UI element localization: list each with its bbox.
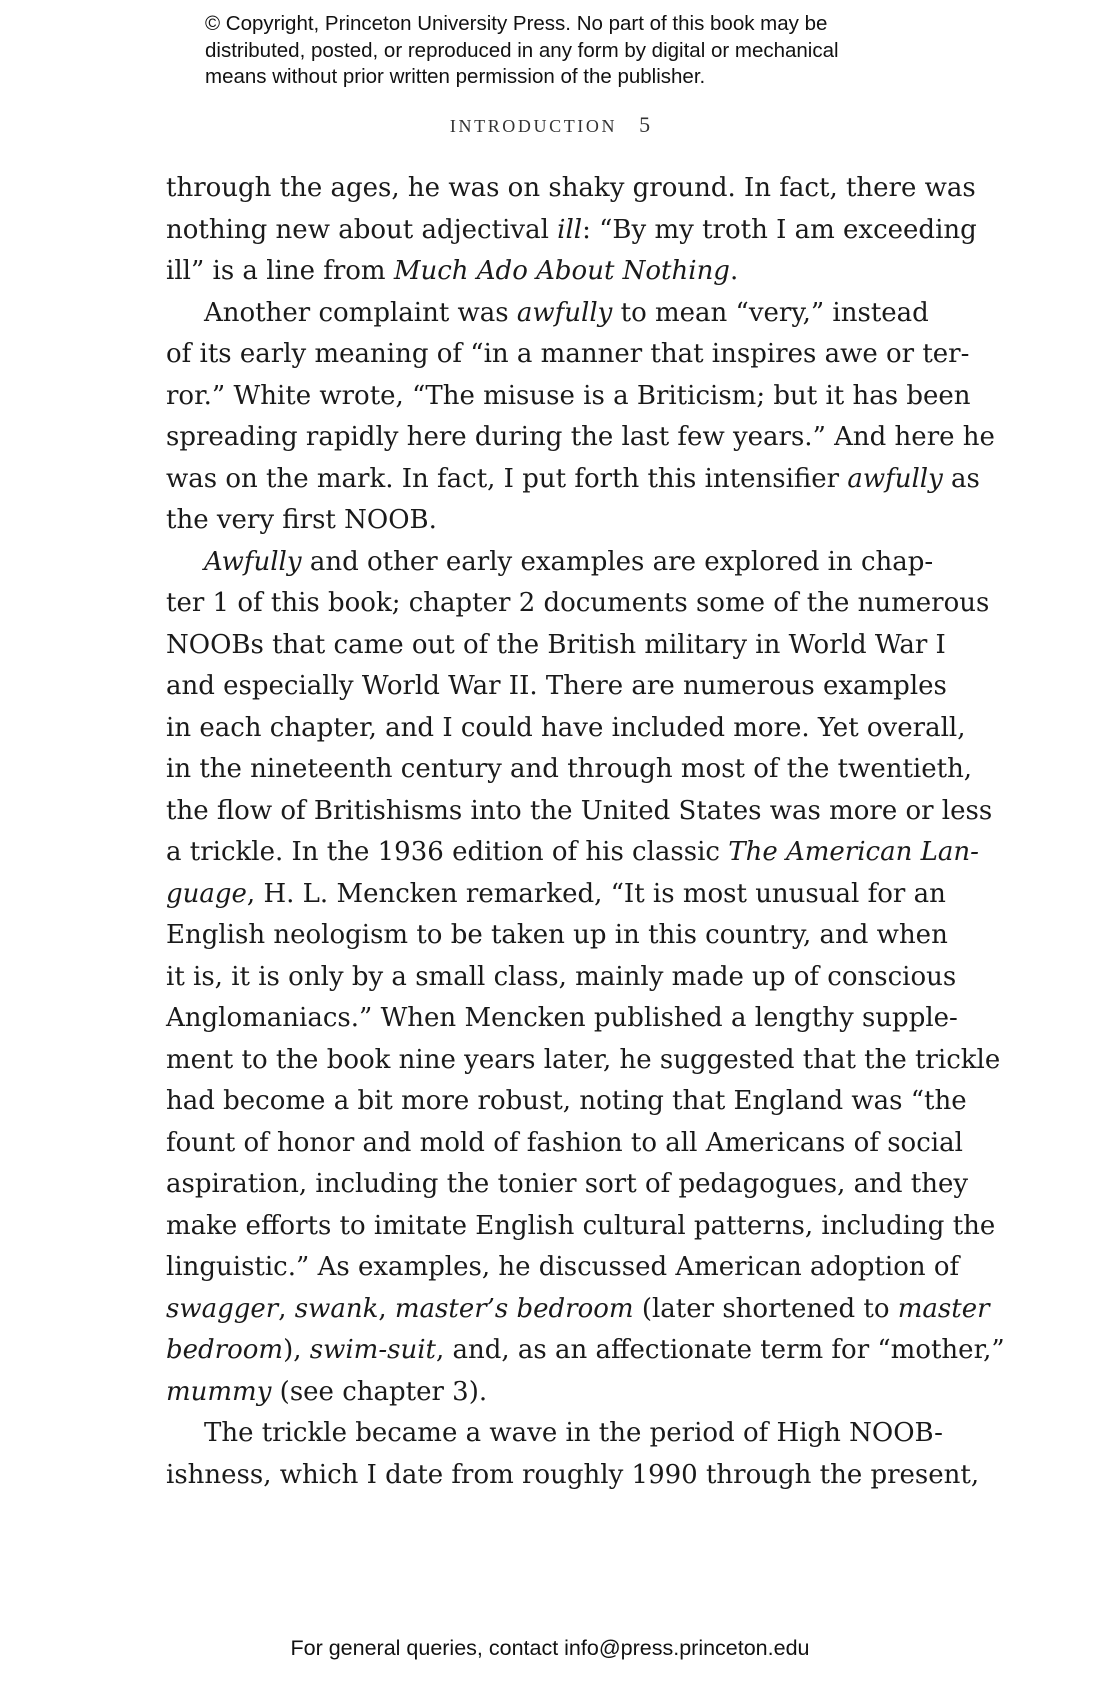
text-segment: (later shortened to <box>633 1293 898 1324</box>
italic-text: swank <box>294 1293 379 1324</box>
text-segment: of its early meaning of “in a manner that inspires awe or ter- <box>166 339 970 369</box>
text-segment: was on the mark. In fact, I put forth this intensifier <box>166 463 848 494</box>
text-segment: to mean “very,” instead <box>612 297 929 328</box>
text-line <box>166 708 966 750</box>
italic-text: swagger <box>166 1293 279 1324</box>
text-segment: fount of honor and mold of fashion to all Americans of social <box>166 1127 963 1158</box>
italic-text: master <box>897 1293 990 1324</box>
text-line <box>166 1206 996 1248</box>
text-line <box>166 293 929 335</box>
text-segment: in each chapter, and I could have included more. Yet overall, <box>166 712 966 743</box>
text-line <box>166 998 958 1040</box>
text-segment: in the nineteenth century and through most of the twentieth, <box>166 754 973 784</box>
text-line <box>166 1123 963 1165</box>
text-segment: through the ages, he was on shaky ground. In fact, there was <box>166 173 976 203</box>
text-segment: ), <box>283 1335 310 1365</box>
text-segment: , <box>278 1293 295 1324</box>
text-segment: spreading rapidly here during the last few years.” And here he <box>166 422 995 452</box>
text-line <box>166 1330 1005 1372</box>
text-segment: : “By my troth I am exceeding <box>582 214 977 245</box>
italic-text: awfully <box>847 463 943 494</box>
running-head <box>0 112 1100 138</box>
text-segment: (see chapter 3). <box>271 1376 488 1407</box>
copyright-line: © Copyright, Princeton University Press. No part of this book may be <box>205 12 828 35</box>
text-segment: as <box>942 463 980 494</box>
text-segment: the very first NOOB. <box>166 505 437 535</box>
text-line <box>166 1040 1001 1082</box>
text-segment: . <box>729 256 739 286</box>
italic-text: guage <box>166 878 247 909</box>
text-line <box>166 1164 969 1206</box>
text-segment: ishness, which I date from roughly 1990 through the present, <box>166 1459 980 1490</box>
text-line <box>166 251 926 293</box>
section-title: INTRODUCTION <box>449 116 618 136</box>
text-segment: ill” is a line from <box>166 256 394 286</box>
body-text <box>166 168 1005 1496</box>
text-segment: had become a bit more robust, noting that England was “the <box>166 1086 967 1116</box>
text-segment: Anglomaniacs.” When Mencken published a lengthy supple- <box>166 1003 958 1033</box>
italic-text: ill <box>557 214 583 245</box>
text-segment: nothing new about adjectival <box>166 214 558 245</box>
italic-text: awfully <box>516 297 613 328</box>
text-segment: Another complaint was <box>204 297 517 328</box>
text-line <box>166 168 976 210</box>
text-line <box>166 791 993 833</box>
text-line <box>166 957 957 999</box>
text-segment: and other early examples are explored in chap- <box>301 546 934 577</box>
italic-text: mummy <box>166 1376 272 1407</box>
copyright-notice <box>205 11 945 91</box>
italic-text: swim-suit <box>309 1335 436 1365</box>
text-line <box>166 625 946 667</box>
text-line <box>166 749 973 791</box>
italic-text: Awfully <box>204 546 302 577</box>
text-line <box>166 583 990 625</box>
text-line <box>166 1081 967 1123</box>
text-segment: and especially World War II. There are numerous examples <box>166 671 947 701</box>
text-segment: The trickle became a wave in the period of High NOOB- <box>204 1418 943 1448</box>
text-segment: NOOBs that came out of the British military in World War I <box>166 629 946 660</box>
text-line <box>166 1289 990 1331</box>
text-line <box>166 1247 960 1289</box>
text-segment: ment to the book nine years later, he suggested that the trickle <box>166 1044 1001 1075</box>
italic-text: bedroom <box>166 1335 284 1365</box>
text-segment: linguistic.” As examples, he discussed American adoption of <box>166 1252 960 1282</box>
italic-text: Much Ado About Nothing <box>393 256 730 286</box>
text-line <box>166 542 934 584</box>
text-line <box>166 1455 980 1497</box>
italic-text: master’s bedroom <box>394 1293 634 1324</box>
text-line <box>166 376 971 418</box>
footer-contact: For general queries, contact info@press.princeton.edu <box>290 1636 810 1660</box>
text-line <box>166 1413 943 1455</box>
text-segment: , and, as an affectionate term for “mother,” <box>435 1335 1005 1365</box>
text-line <box>166 210 977 252</box>
text-line <box>166 666 947 708</box>
page-number: 5 <box>639 112 651 137</box>
text-line <box>166 334 970 376</box>
text-line <box>166 915 948 957</box>
text-segment: a trickle. In the 1936 edition of his classic <box>166 837 729 867</box>
italic-text: The American Lan- <box>728 837 979 867</box>
text-segment: the flow of Britishisms into the United States was more or less <box>166 795 993 826</box>
text-segment: , H. L. Mencken remarked, “It is most unusual for an <box>246 878 946 909</box>
text-segment: aspiration, including the tonier sort of pedagogues, and they <box>166 1169 969 1199</box>
text-segment: ter 1 of this book; chapter 2 documents some of the numerous <box>166 588 990 618</box>
text-segment: make efforts to imitate English cultural patterns, including the <box>166 1210 996 1241</box>
text-line <box>166 1372 926 1414</box>
text-segment: ror.” White wrote, “The misuse is a Briticism; but it has been <box>166 380 971 411</box>
text-line <box>166 459 980 501</box>
text-segment: English neologism to be taken up in this country, and when <box>166 920 948 950</box>
copyright-line: means without prior written permission of the publisher. <box>205 65 706 88</box>
text-segment: , <box>378 1293 395 1324</box>
text-line <box>166 417 995 459</box>
text-line <box>166 500 926 542</box>
text-line <box>166 832 979 874</box>
text-segment: it is, it is only by a small class, mainly made up of conscious <box>166 961 957 992</box>
copyright-line: distributed, posted, or reproduced in any form by digital or mechanical <box>205 38 839 62</box>
text-line <box>166 874 946 916</box>
